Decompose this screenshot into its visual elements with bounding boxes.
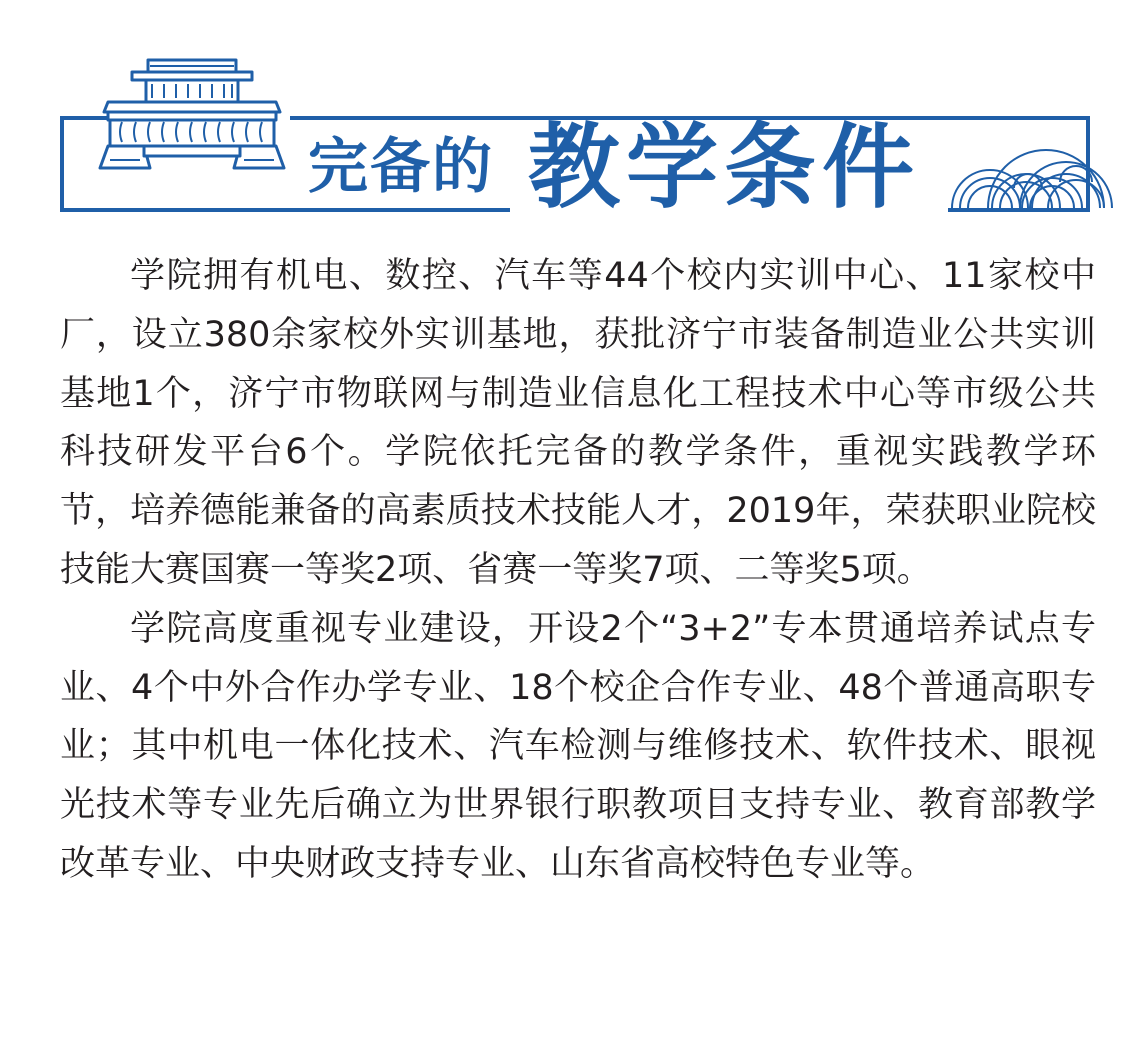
- section-header: [0, 0, 1148, 230]
- title-main: 教学条件: [528, 114, 921, 221]
- gate-building-icon: [100, 60, 284, 168]
- paragraph-2: 学院高度重视专业建设，开设2个“3+2”专本贯通培养试点专业、4个中外合作办学专业、18个校企合作专业、48个普通高职专业；其中机电一体化技术、汽车检测与维修技术、软件技术、眼视光技术等专业先后确立为世界银行职教项目支持专业、教育部教学改革专业、中央财政支持专业、山东省高校特色专业等。: [60, 608, 1096, 884]
- body-text: [60, 247, 1096, 894]
- title-prefix: 完备的: [308, 132, 494, 202]
- paragraph-1: 学院拥有机电、数控、汽车等44个校内实训中心、11家校中厂，设立380余家校外实训基地，获批济宁市装备制造业公共实训基地1个，济宁市物联网与制造业信息化工程技术中心等市级公共科技研发平台6个。学院依托完备的教学条件，重视实践教学环节，培养德能兼备的高素质技术技能人才，2019年，荣获职业院校技能大赛国赛一等奖2项、省赛一等奖7项、二等奖5项。: [60, 256, 1096, 590]
